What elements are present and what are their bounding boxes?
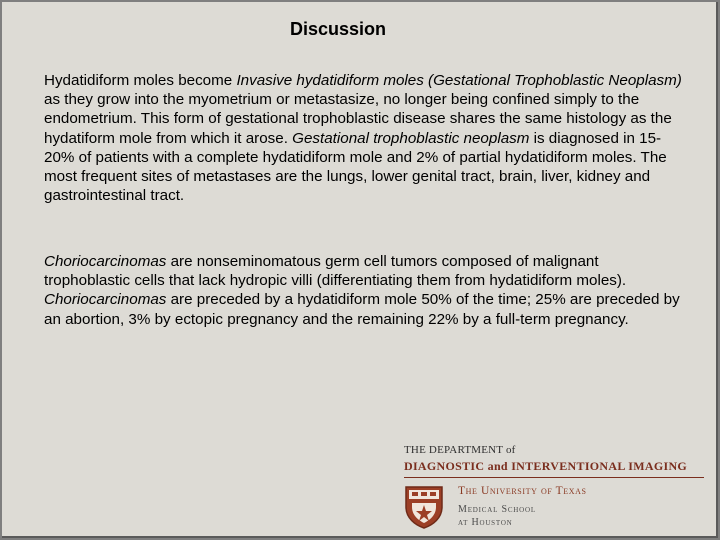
slide-title: Discussion: [289, 19, 387, 39]
paragraph-text: are preceded by a hydatidiform mole 50% of the time; 25% are preceded by an abortion, 3% by ectopic pregnancy and the remaining 22% by a full-term pregnancy.: [44, 291, 680, 328]
logo-university: The University of Texas: [458, 485, 587, 497]
department-logo: [404, 444, 714, 532]
paragraph-text: are nonseminomatous germ cell tumors composed of malignant trophoblastic cells that lack hydropic villi (differentiating them from hydatidiform moles).: [44, 253, 627, 290]
paragraph-text: Hydatidiform moles become: [44, 72, 237, 89]
paragraph-emphasis: Choriocarcinomas: [44, 291, 167, 309]
logo-divider: [404, 477, 704, 478]
paragraph-invasive-moles: [44, 71, 684, 205]
paragraph-choriocarcinomas: [44, 252, 684, 329]
paragraph-emphasis: Choriocarcinomas: [44, 253, 167, 270]
paragraph-text: as they grow into the myometrium or metastasize, no longer being confined simply to the endometrium. This form of gestational trophoblastic disease shares the same histology as the hydatiform mole from which it arose.: [44, 91, 672, 147]
logo-department-name: DIAGNOSTIC and INTERVENTIONAL IMAGING: [404, 459, 688, 473]
paragraph-text: is diagnosed in 15-20% of patients with a complete hydatidiform mole and 2% of partial hydatidiform moles. The most frequent sites of metastases are the lungs, lower genital tract, brain, liver, kidney and gastrointestinal tract.: [44, 129, 667, 205]
paragraph-emphasis: Invasive hydatidiform moles (Gestational Trophoblastic Neoplasm): [236, 72, 682, 89]
logo-school-line2: at Houston: [458, 517, 513, 528]
ut-shield-icon: [404, 485, 444, 529]
logo-school-line1: Medical School: [458, 504, 536, 515]
slide: [2, 2, 718, 538]
paragraph-emphasis: Gestational trophoblastic neoplasm: [292, 129, 530, 147]
logo-department-of: THE DEPARTMENT of: [404, 444, 516, 456]
